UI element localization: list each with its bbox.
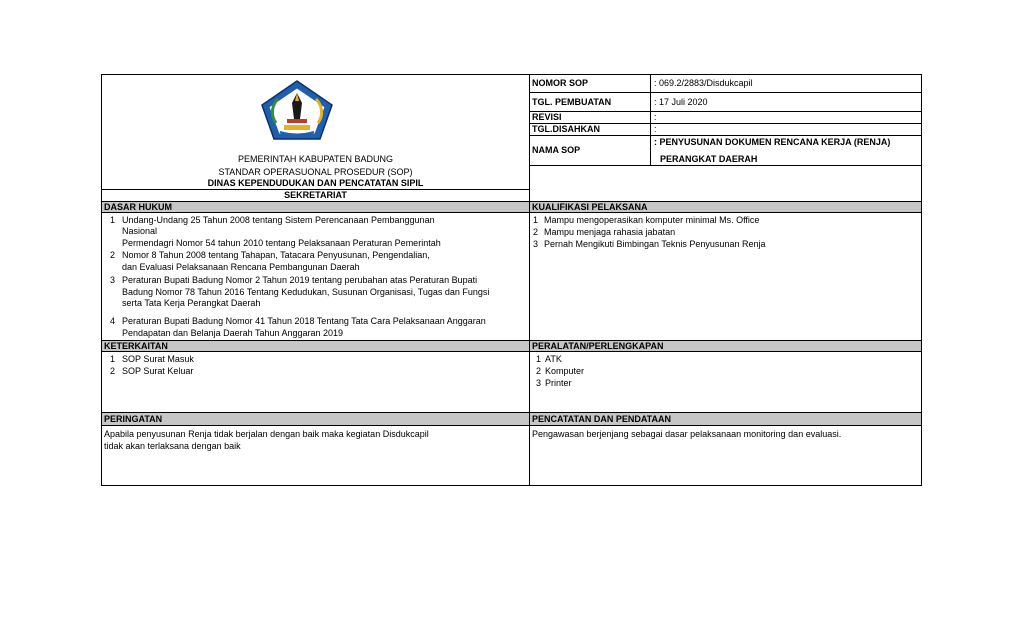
list-number: 2 (110, 366, 116, 376)
tgl-pembuatan-label: TGL. PEMBUATAN (532, 97, 612, 107)
list-item: SOP Surat Keluar (122, 366, 194, 376)
gov-name: PEMERINTAH KABUPATEN BADUNG (237, 154, 394, 164)
list-number: 1 (110, 215, 116, 225)
nomor-sop-label: NOMOR SOP (532, 78, 589, 88)
dasar-hukum-title: DASAR HUKUM (104, 202, 172, 212)
list-number: 2 (536, 366, 542, 376)
kualifikasi-title: KUALIFIKASI PELAKSANA (532, 202, 648, 212)
nama-sop-value-line2: PERANGKAT DAERAH (660, 154, 758, 164)
list-number: 4 (110, 316, 116, 326)
department-name: DINAS KEPENDUDUKAN DAN PENCATATAN SIPIL (207, 178, 424, 188)
list-number: 3 (110, 275, 116, 285)
tgl-disahkan-label: TGL.DISAHKAN (532, 124, 600, 134)
list-number: 1 (533, 215, 539, 225)
peralatan-title: PERALATAN/PERLENGKAPAN (532, 341, 664, 351)
list-item: Mampu menjaga rahasia jabatan (544, 227, 676, 237)
nama-sop-value-line1: : PENYUSUNAN DOKUMEN RENCANA KERJA (RENJA) (654, 137, 891, 147)
list-item-line: Nasional (122, 226, 158, 236)
list-item-line: Peraturan Bupati Badung Nomor 41 Tahun 2018 Tentang Tata Cara Pelaksanaan Anggaran (122, 316, 486, 326)
list-item-line: Nomor 8 Tahun 2008 tentang Tahapan, Tatacara Penyusunan, Pengendalian, (122, 250, 430, 260)
list-number: 3 (536, 378, 542, 388)
regency-logo (260, 79, 334, 141)
tgl-disahkan-value: : (654, 124, 657, 134)
meta-divider (650, 75, 651, 165)
list-item-line: serta Tata Kerja Perangkat Daerah (122, 298, 261, 308)
list-item-line: Undang-Undang 25 Tahun 2008 tentang Sistem Perencanaan Pembanggunan (122, 215, 435, 225)
badung-regency-emblem-icon (260, 79, 334, 141)
pencatatan-title: PENCATATAN DAN PENDATAAN (532, 414, 671, 424)
meta-line (529, 165, 921, 166)
list-item: ATK (545, 354, 562, 364)
meta-line (529, 92, 921, 93)
nomor-sop-value: : 069.2/2883/Disdukcapil (654, 78, 753, 88)
sop-document (101, 74, 922, 486)
list-item: Mampu mengoperasikan komputer minimal Ms. Office (544, 215, 760, 225)
list-item-line: Badung Nomor 78 Tahun 2016 Tentang Kedudukan, Susunan Organisasi, Tugas dan Fungsi (122, 287, 490, 297)
revisi-label: REVISI (532, 112, 562, 122)
list-item-line: Permendagri Nomor 54 tahun 2010 tentang Pelaksanaan Peraturan Pemerintah (122, 238, 441, 248)
list-item: SOP Surat Masuk (122, 354, 194, 364)
peringatan-text-line1: Apabila penyusunan Renja tidak berjalan dengan baik maka kegiatan Disdukcapil (104, 429, 429, 439)
list-number: 3 (533, 239, 539, 249)
sop-full-title: STANDAR OPERASUONAL PROSEDUR (SOP) (218, 167, 413, 177)
list-item: Pernah Mengikuti Bimbingan Teknis Penyusunan Renja (544, 239, 766, 249)
keterkaitan-title: KETERKAITAN (104, 341, 168, 351)
list-number: 1 (536, 354, 542, 364)
revisi-value: : (654, 112, 657, 122)
list-item: Printer (545, 378, 572, 388)
list-number: 1 (110, 354, 116, 364)
list-item-line: Pendapatan dan Belanja Daerah Tahun Anggaran 2019 (122, 328, 344, 338)
peringatan-title: PERINGATAN (104, 414, 163, 424)
peringatan-header (102, 412, 529, 426)
list-number: 2 (110, 250, 116, 260)
list-item-line: dan Evaluasi Pelaksanaan Rencana Pembangunan Daerah (122, 262, 360, 272)
meta-line (529, 135, 921, 136)
nama-sop-label: NAMA SOP (532, 145, 581, 155)
list-number: 2 (533, 227, 539, 237)
peringatan-text-line2: tidak akan terlaksana dengan baik (104, 441, 241, 451)
meta-line (529, 111, 921, 112)
list-item-line: Peraturan Bupati Badung Nomor 2 Tahun 2019 tentang perubahan atas Peraturan Bupati (122, 275, 478, 285)
pencatatan-text: Pengawasan berjenjang sebagai dasar pelaksanaan monitoring dan evaluasi. (532, 429, 842, 439)
unit-name: SEKRETARIAT (284, 190, 347, 200)
list-item: Komputer (545, 366, 585, 376)
tgl-pembuatan-value: : 17 Juli 2020 (654, 97, 708, 107)
